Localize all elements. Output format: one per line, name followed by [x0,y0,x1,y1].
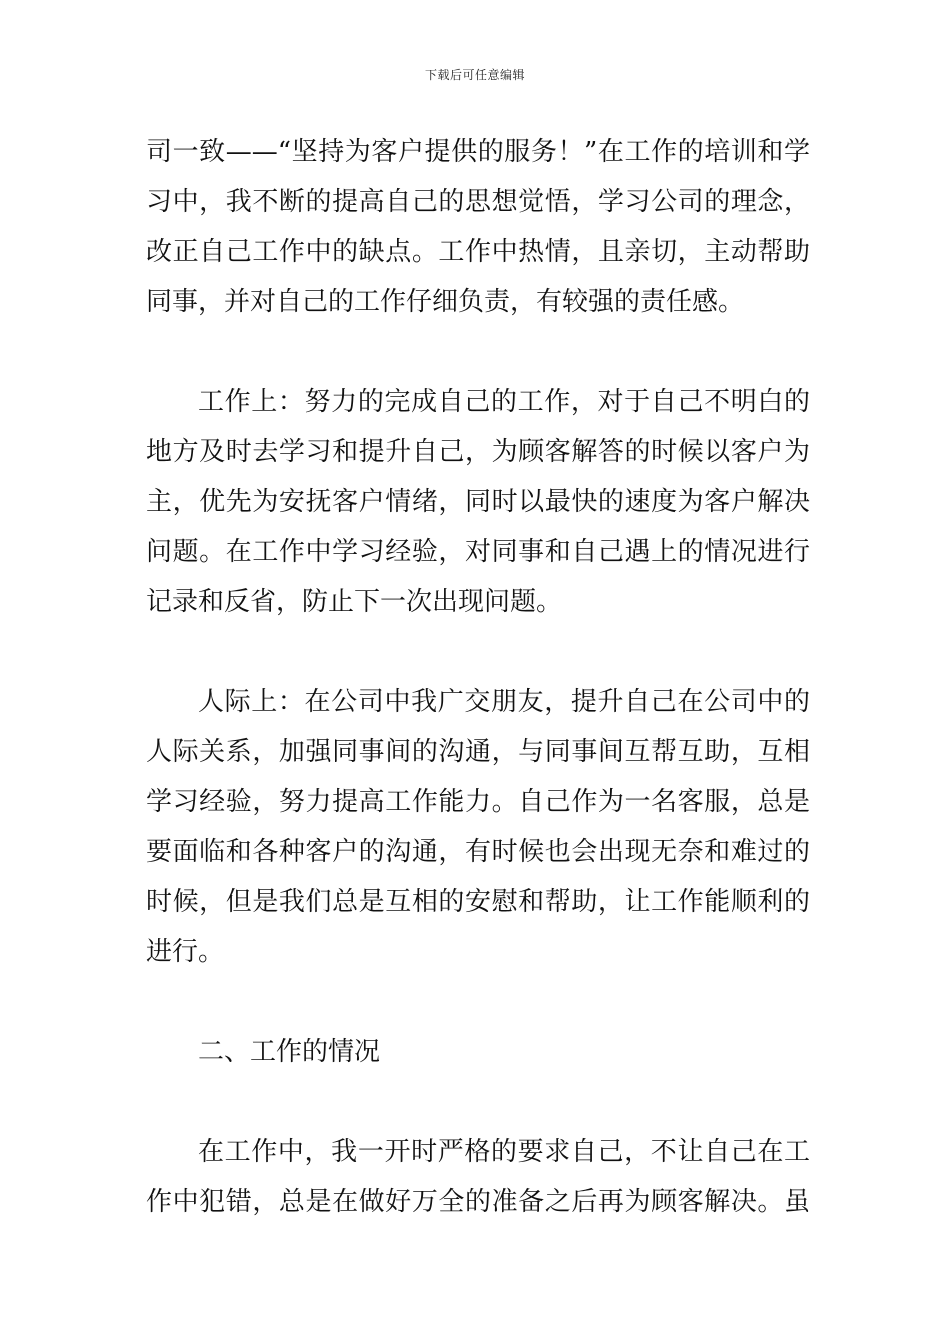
paragraph-3 [146,677,810,977]
paragraph-gap [146,977,810,1027]
text-line: 改正自己工作中的缺点。工作中热情，且亲切，主动帮助 [146,237,810,267]
paragraph-gap [146,1077,810,1127]
paragraph-gap [146,627,810,677]
text-line: 主，优先为安抚客户情绪，同时以最快的速度为客户解决 [146,487,810,517]
paragraph-2 [146,377,810,627]
section-heading [146,1027,810,1077]
paragraph-gap [146,327,810,377]
text-line: 人际上：在公司中我广交朋友，提升自己在公司中的 [198,687,810,717]
text-line: 地方及时去学习和提升自己，为顾客解答的时候以客户为 [146,437,810,467]
text-line: 人际关系，加强同事间的沟通，与同事间互帮互助，互相 [146,737,810,767]
text-line: 要面临和各种客户的沟通，有时候也会出现无奈和难过的 [146,837,810,867]
paragraph-4 [146,1127,810,1227]
text-line: 学习经验，努力提高工作能力。自己作为一名客服，总是 [146,787,810,817]
text-line: 问题。在工作中学习经验，对同事和自己遇上的情况进行 [146,537,810,567]
text-line: 同事，并对自己的工作仔细负责，有较强的责任感。 [146,287,745,317]
text-line: 司一致——“坚持为客户提供的服务！”在工作的培训和学 [146,137,810,167]
document-body [146,127,810,1227]
page-header: 下载后可任意编辑 [424,68,525,82]
text-line: 进行。 [146,937,225,967]
text-line: 习中，我不断的提高自己的思想觉悟，学习公司的理念， [146,187,810,217]
paragraph-1 [146,127,810,327]
text-line: 在工作中，我一开时严格的要求自己，不让自己在工 [198,1137,810,1167]
text-line: 记录和反省，防止下一次出现问题。 [146,587,563,617]
text-line: 时候，但是我们总是互相的安慰和帮助，让工作能顺利的 [146,887,810,917]
text-line: 作中犯错，总是在做好万全的准备之后再为顾客解决。虽 [146,1187,810,1217]
heading-line: 二、工作的情况 [198,1037,381,1067]
text-line: 工作上：努力的完成自己的工作，对于自己不明白的 [198,387,810,417]
